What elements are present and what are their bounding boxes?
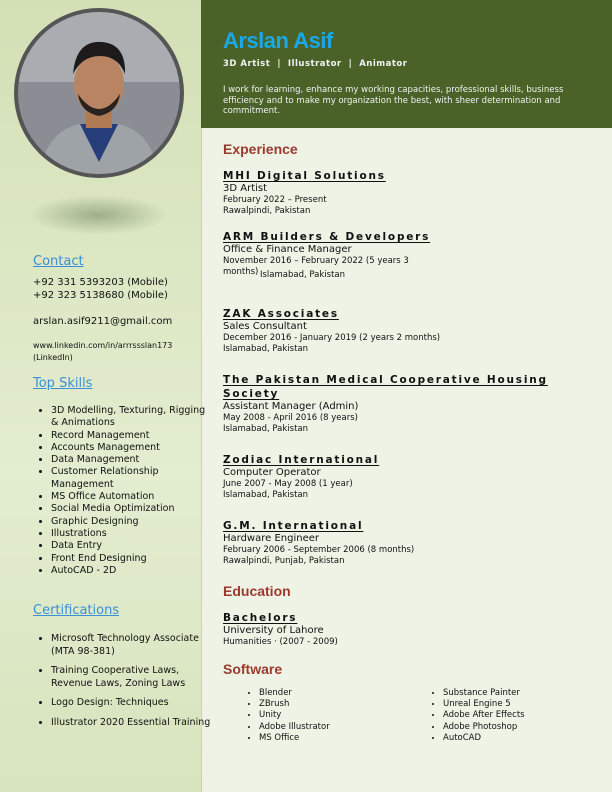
job-entry — [223, 453, 583, 500]
job-location: Islamabad, Pakistan — [260, 270, 345, 280]
job-location: Islamabad, Pakistan — [223, 489, 308, 500]
certifications-heading: Certifications — [33, 603, 120, 618]
skill-item: • Social Media Optimization — [51, 503, 211, 515]
software-heading: Software — [223, 661, 283, 677]
job-dates: June 2007 - May 2008 (1 year) — [223, 479, 353, 489]
skills-list — [33, 405, 211, 577]
company-name: G.M. International — [223, 520, 364, 532]
job-location: Islamabad, Pakistan — [223, 343, 308, 354]
job-dates: November 2016 – February 2022 (5 years 3 months) — [223, 256, 409, 277]
company-name: Zodiac International — [223, 454, 380, 466]
job-title: Sales Consultant — [223, 321, 307, 332]
job-entry — [223, 519, 583, 566]
software-item: • Substance Painter — [443, 688, 525, 699]
separator: | — [348, 59, 353, 69]
skill-item: • Graphic Designing — [51, 516, 211, 528]
company-name: The Pakistan Medical Cooperative Housing Society — [223, 374, 548, 400]
job-title: Assistant Manager (Admin) — [223, 401, 359, 412]
degree: Bachelors — [223, 612, 298, 624]
software-list-right — [407, 688, 525, 744]
certification-item: • Logo Design: Techniques — [51, 697, 211, 710]
education-heading: Education — [223, 583, 291, 599]
job-entry — [223, 230, 583, 280]
skill-item: • 3D Modelling, Texturing, Rigging & Animations — [51, 405, 211, 430]
skill-item: • Customer Relationship Management — [51, 466, 211, 491]
job-title: 3D Artist — [223, 183, 268, 194]
company-name: ZAK Associates — [223, 308, 339, 320]
summary: I work for learning, enhance my working capacities, professional skills, business efficiency and to make my organization the best, with sheer determination and commitment. — [223, 85, 564, 116]
software-item: • Unity — [259, 710, 330, 721]
sidebar — [0, 0, 211, 792]
certification-item: • Microsoft Technology Associate (MTA 98-381) — [51, 633, 211, 658]
job-title: Hardware Engineer — [223, 533, 319, 544]
experience-heading: Experience — [223, 141, 298, 157]
software-item: • Blender — [259, 688, 330, 699]
skill-item: • Record Management — [51, 430, 211, 442]
software-item: • Adobe Photoshop — [443, 722, 525, 733]
certification-item: • Training Cooperative Laws, Revenue Laws, Zoning Laws — [51, 665, 211, 690]
job-location: Islamabad, Pakistan — [223, 423, 308, 434]
photo-shadow — [28, 195, 168, 235]
skill-item: • AutoCAD - 2D — [51, 565, 211, 577]
education-entry — [223, 611, 583, 648]
phone-1[interactable]: +92 331 5393203 (Mobile) — [33, 277, 168, 288]
skill-item: • Data Management — [51, 454, 211, 466]
software-item: • AutoCAD — [443, 733, 525, 744]
certification-item: • Illustrator 2020 Essential Training — [51, 717, 211, 730]
job-entry — [223, 373, 563, 434]
software-item: • Adobe After Effects — [443, 710, 525, 721]
job-location: Rawalpindi, Punjab, Pakistan — [223, 555, 345, 566]
contact-heading: Contact — [33, 254, 84, 269]
company-name: MHI Digital Solutions — [223, 170, 386, 182]
software-item: • MS Office — [259, 733, 330, 744]
candidate-name: Arslan Asif — [223, 28, 333, 53]
skill-item: • Data Entry — [51, 540, 211, 552]
skill-item: • Front End Designing — [51, 553, 211, 565]
roles-line — [223, 59, 407, 69]
job-dates: May 2008 - April 2016 (8 years) — [223, 413, 358, 423]
email[interactable]: arslan.asif9211@gmail.com — [33, 316, 173, 327]
company-name: ARM Builders & Developers — [223, 231, 431, 243]
phone-2[interactable]: +92 323 5138680 (Mobile) — [33, 290, 168, 301]
job-dates: February 2006 - September 2006 (8 months) — [223, 545, 415, 555]
header-banner — [201, 0, 612, 128]
job-title: Office & Finance Manager — [223, 244, 352, 255]
role: Illustrator — [287, 59, 342, 69]
education-detail: Humanities · (2007 - 2009) — [223, 637, 338, 647]
job-dates: February 2022 – Present — [223, 195, 327, 205]
software-item: • Adobe Illustrator — [259, 722, 330, 733]
job-entry — [223, 169, 583, 216]
skill-item: • Illustrations — [51, 528, 211, 540]
school: University of Lahore — [223, 625, 324, 636]
linkedin-label: (LinkedIn) — [33, 353, 73, 362]
role: Animator — [359, 59, 408, 69]
profile-photo — [14, 8, 184, 178]
skill-item: • MS Office Automation — [51, 491, 211, 503]
skills-heading: Top Skills — [33, 376, 93, 391]
profile-photo-illustration — [18, 12, 180, 174]
job-location: Rawalpindi, Pakistan — [223, 205, 311, 216]
job-entry — [223, 307, 583, 354]
skill-item: • Accounts Management — [51, 442, 211, 454]
certifications-list — [33, 633, 211, 736]
software-item: • Unreal Engine 5 — [443, 699, 525, 710]
software-list-left — [223, 688, 330, 744]
software-item: • ZBrush — [259, 699, 330, 710]
separator: | — [277, 59, 281, 69]
linkedin-link[interactable]: www.linkedin.com/in/arrrssslan173 — [33, 341, 173, 350]
role: 3D Artist — [223, 59, 271, 69]
job-dates: December 2016 - January 2019 (2 years 2 months) — [223, 333, 441, 343]
job-title: Computer Operator — [223, 467, 321, 478]
